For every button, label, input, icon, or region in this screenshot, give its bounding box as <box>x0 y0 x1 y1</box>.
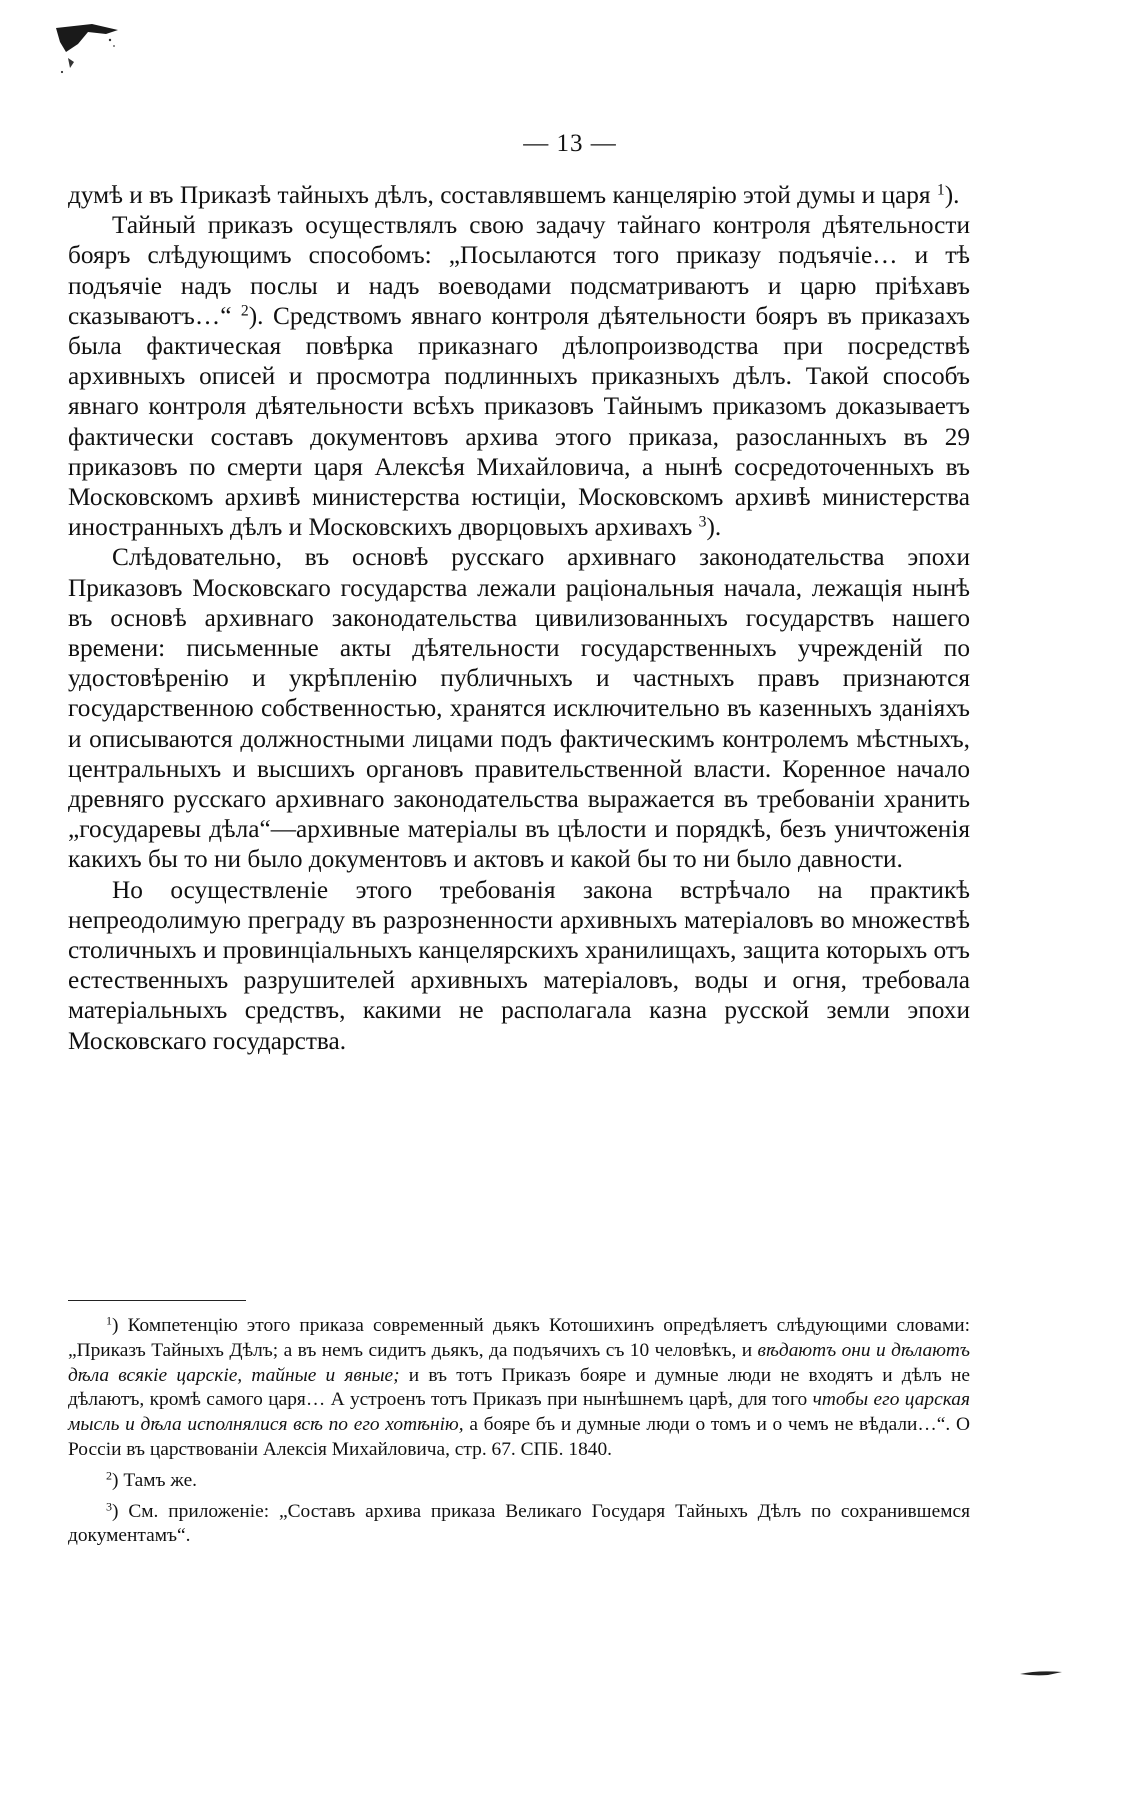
footnote-separator <box>68 1300 246 1301</box>
footnote-1-marker: 1 <box>106 1313 113 1328</box>
paragraph-2-part-a: Тайный приказъ осуществлялъ свою задачу тайнаго контроля дѣятельности бояръ слѣдующимъ способомъ: „Посылаются того приказу подъячіе… и тѣ подъячіе надъ послы и надъ воеводами подсматриваютъ и царю пріѣхавъ сказываютъ…“ <box>68 211 970 330</box>
footnote-1-quote-italic-b: чтобы его царская мысль и дѣла исполнялися всѣ по его хотѣнію, <box>68 1389 970 1436</box>
ink-blot-top-left <box>48 22 128 82</box>
paragraph-2-part-c: ). <box>706 513 722 542</box>
footnote-1-part-b: и въ тотъ Приказъ бояре и думные люди не входятъ и дѣлъ не дѣлаютъ, кромѣ самого царя… А устроенъ тотъ Приказъ при нынѣшнемъ царѣ, для того <box>68 1364 970 1411</box>
footnote-2-marker: 2 <box>106 1468 113 1483</box>
paragraph-2-part-b: ). Средствомъ явнаго контроля дѣятельности бояръ въ приказахъ была фактическая повѣрка приказнаго дѣлопроизводства при посредствѣ архивныхъ описей и просмотра подлинныхъ приказныхъ дѣлъ. Такой способъ явнаго контроля дѣятельности всѣхъ приказовъ Тайнымъ приказомъ доказываетъ фактически составъ документовъ архива этого приказа, разосланныхъ въ 29 приказовъ по смерти царя Алексѣя Михайловича, а нынѣ сосредоточенныхъ въ Московскомъ архивѣ министерства юстиціи, Московскомъ архивѣ министерства иностранныхъ дѣлъ и Московскихъ дворцовыхъ архивахъ <box>68 301 970 542</box>
footnote-ref-2: 2 <box>240 302 249 320</box>
paragraph-1 <box>68 180 970 210</box>
paragraph-1-text: думѣ и въ Приказѣ тайныхъ дѣлъ, составлявшемъ канцелярію этой думы и царя <box>68 181 937 209</box>
footnote-1-part-c: а бояре бъ и думные люди о томъ и о чемъ не вѣдали…“. О Россіи въ царствованіи Алексія Михайловича, стр. 67. СПБ. 1840. <box>68 1414 970 1460</box>
paragraph-3: Слѣдовательно, въ основѣ русскаго архивнаго законодательства эпохи Приказовъ Московскаго государства лежали раціональныя начала, лежащія нынѣ въ основѣ архивнаго законодательства цивилизованныхъ государствъ нашего времени: письменные акты дѣятельности государственныхъ учрежденій по удостовѣренію и укрѣпленію публичныхъ и частныхъ правъ признаются государственною собственностью, хранятся исключительно въ казенныхъ зданіяхъ и описываются должностными лицами подъ фактическимъ контролемъ мѣстныхъ, центральныхъ и высшихъ органовъ правительственной власти. Коренное начало древняго русскаго архивнаго законодательства выражается въ требованіи хранить „государевы дѣла“—архивные матеріалы въ цѣлости и порядкѣ, безъ уничтоженія какихъ бы то ни было документовъ и актовъ и какой бы то ни было давности. <box>68 543 970 874</box>
footnote-3-marker: 3 <box>106 1498 113 1513</box>
footnote-1-quote-italic-a: вѣдаютъ они и дѣлаютъ дѣла всякіе царскіе, тайные и явные; <box>68 1339 970 1386</box>
paragraph-4: Но осуществленіе этого требованія закона встрѣчало на практикѣ непреодолимую преграду въ разрозненности архивныхъ матеріаловъ во множествѣ столичныхъ и провинціальныхъ канцелярскихъ хранилищахъ, защита которыхъ отъ естественныхъ разрушителей архивныхъ матеріаловъ, воды и огня, требовала матеріальныхъ средствъ, какими не располагала казна русской земли эпохи Московскаго государства. <box>68 875 970 1055</box>
footnote-1-part-a: ) Компетенцію этого приказа современный дьякъ Котошихинъ опредѣляетъ слѣдующими словами: „Приказъ Тайныхъ Дѣлъ; а въ немъ сидитъ дьякъ, да подъячихъ съ 10 человѣкъ, и <box>68 1315 970 1361</box>
paragraph-1-tail: ). <box>944 181 960 209</box>
footnote-2 <box>68 1469 970 1494</box>
paragraph-2 <box>68 210 970 542</box>
footnote-ref-1: 1 <box>936 181 945 199</box>
footnote-2-text: ) Тамъ же. <box>112 1469 198 1491</box>
footnote-1 <box>68 1314 970 1463</box>
body-text <box>68 180 970 1056</box>
footnote-3-text: ) См. приложеніе: „Составъ архива приказа Великаго Государя Тайныхъ Дѣлъ по сохранившемся документамъ“. <box>68 1500 970 1547</box>
footnote-3 <box>68 1500 970 1550</box>
page-number: — 13 — <box>523 130 617 157</box>
footnotes <box>68 1314 970 1549</box>
footnote-ref-3: 3 <box>698 513 707 531</box>
ink-mark-bottom-right <box>1018 1668 1064 1678</box>
